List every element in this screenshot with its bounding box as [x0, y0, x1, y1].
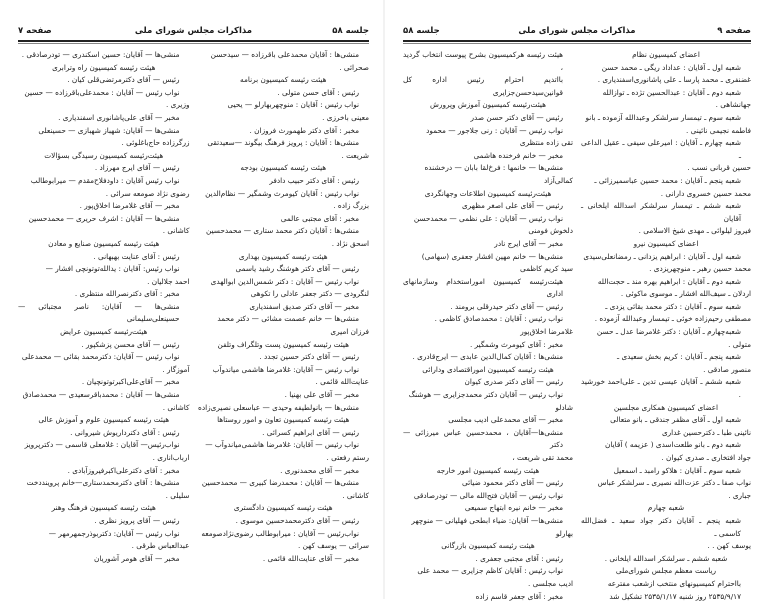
text-line: منشی‌ها — خانمها : فرخ‌لقا بابان — درخشنده — [424, 163, 563, 173]
text-line: هیئت‌رئیسه کمیسیون آموزش وپرورش — [430, 100, 546, 110]
text-line: هیئت رئیسه کمیسیون علوم و آموزش عالی — [38, 415, 170, 425]
text-line: حسین قربانی نسب . — [687, 163, 751, 173]
text-line: مخبر — آقای‌علی‌اکبرتوتونچیان . — [81, 377, 180, 387]
text-line: هیئت رئیسه کمیسیون راه وترابری — [52, 62, 156, 72]
text-line: نائینی طبا ـ دکترحسین غداری — [661, 427, 751, 437]
header-rule-thin — [18, 43, 369, 44]
text-line: مخبر — آقای عنایت‌الله قائمی . — [262, 553, 359, 563]
text-line: کاشانی . — [342, 490, 369, 500]
text-line: رئیس : آقای دکترداریوش شیروانی . — [70, 427, 180, 437]
text-line: شعبه ششم ـ سرلشکر اسدالله ایلخانی . — [604, 553, 728, 563]
text-line: بااحترام کمیسیونهای منتخب ازشعب مفترعه — [607, 578, 741, 588]
page-title: مذاکرات مجلس شورای ملی — [518, 26, 636, 36]
text-line: سلیلی . — [165, 490, 190, 500]
text-line: تقی زاده منتظری — [519, 138, 573, 148]
page-right — [385, 0, 765, 599]
text-line: منشی‌ها : آقایان دکتر محمد ستاری — محمدحسین — [206, 226, 359, 236]
text-line: جباری . — [728, 490, 751, 500]
text-line: بزرگ زاده . — [333, 201, 369, 211]
text-line: نواب رئیس — آقایان : رنی جلاجور — محمود — [426, 125, 563, 135]
text-line: هیئت‌رئیسه کمیسیون اطلاعات وجهانگردی — [424, 188, 552, 198]
text-line: فیروز لیلوائی ـ مهدی شیخ الاسلامی . — [638, 226, 751, 236]
text-line: رئیس — آقای دکترمرتضی‌قلی کیان . — [67, 75, 180, 85]
text-line: هیئت‌رئیسه کمیسیون عرایض — [60, 327, 148, 337]
text-line: هیئت رئیسه کمیسیون صنایع و معادن — [48, 238, 160, 248]
session-label: جلسه ۵۸ — [403, 26, 440, 36]
text-line: منصور صادقی . — [703, 364, 751, 374]
text-line: مخبر : آقای کیومرث وشمگیر . — [469, 339, 563, 349]
column-right — [581, 49, 751, 601]
text-line: نواب رئیس : آقایان : منوچهربهارلو — یحیی — [227, 100, 359, 110]
text-line: هیئت رئیسه کمیسیون فرهنگ وهنر — [51, 503, 156, 513]
text-line: هیئت رئیسه کمیسیون بودجه — [240, 163, 327, 173]
text-line: مخبر — آقای محمدنوری . — [280, 465, 359, 475]
text-line: رئیس — آقای ابراهیم کسرائی . — [262, 427, 359, 437]
text-line: هیئت رئیسه کمیسیون دادگستری — [233, 503, 333, 513]
text-line: معینی باخرزی . — [322, 112, 369, 122]
text-line: نواب رئیس : آقایان کیومرث وشمگیر — نظام‌الدین — [205, 188, 359, 198]
text-line: شعبه دوم ـ آقایان : عبدالحسین تژده ـ توازالله — [602, 87, 741, 97]
text-line: محمد حسین خسروی دارانی . — [660, 188, 751, 198]
text-line: نواب‌رئیس — آقایان : میرابوطالب رضوی‌نژادصومعه — [201, 528, 359, 538]
page-header — [403, 24, 751, 38]
text-line: شعبه دوم ـ آقایان : ابراهیم بهره مند ـ حجت‌الله — [597, 276, 741, 286]
text-line: رئیس — آقای دکتر حسین تجدد . — [259, 352, 359, 362]
text-line: مخبر : آقای جعفر قاسم زاده — [475, 591, 563, 601]
text-line: شعبه چهارم — [647, 503, 685, 513]
text-line: هیئت رئیسه هرکمیسیون بشرح پیوست انتخاب گردید ، — [403, 50, 563, 72]
page-left — [0, 0, 383, 599]
text-line: جواد افتخاری ـ صدری کیوان . — [661, 453, 751, 462]
column-right — [198, 49, 370, 589]
text-line: نواب رئیس — آقایان دکتر محمدجزایری — هوشنگ — [408, 390, 563, 400]
text-line: نواب رئیس — آقایان: دکتربوذرجمهرمهر — — [48, 528, 180, 538]
text-line: نواب رئیس — آقایان فتح‌الله مالی — تودرصادقی — [413, 490, 563, 500]
text-line: آموزگار . — [162, 364, 190, 374]
text-line: دلخوش فومنی — [528, 226, 573, 236]
text-line: سرائی — یوسف کهن . — [297, 541, 369, 551]
text-line: نواب صفا ـ دکتر عزت‌الله نصیری ـ سرلشکر عباس — [597, 478, 751, 488]
text-line: منشی‌ها — بانولطیفه وحیدی — عباسعلی نصیری‌زاده — [198, 402, 359, 412]
text-line: هیئت رئیسه کمیسیون اموراقتصادی ودارائی — [422, 364, 554, 374]
text-line: اعضای کمیسیون همکاری مجلسین — [613, 402, 719, 412]
text-line: منشی‌ها : آقایان : پرویز فرهنگ بیگوند —سعیدتقی — [207, 138, 359, 148]
text-line: مخبر — آقای ایرج نادر — [494, 238, 563, 248]
text-line: نواب رئیس : آقایان کاظم جزایری — محمد علی — [417, 566, 563, 576]
text-line: عنایت‌الله قائمی . — [315, 377, 369, 387]
text-line: کمالی‌آزاد — [543, 175, 573, 185]
text-line: شعبه سوم ـ آقایان : هلاکو رامبد ـ اسمعیل — [613, 465, 741, 475]
header-rule — [18, 40, 369, 42]
text-line: هیئت رئیسه کمیسیون امور خارجه — [436, 465, 540, 475]
text-line: مخبر — آقای علی بهنیا . — [284, 390, 359, 400]
text-line: رئیس — آقای علی اصغر مظهری — [461, 201, 563, 211]
text-line: شادلو — [555, 402, 573, 412]
text-line: رئیس — آقای دکتر هوشنگ رشید یاسمی — [235, 264, 359, 274]
text-line: شعبه اول ـ آقایان : ابراهیم یزدانی ـ رمضانعلی‌سیدی — [583, 251, 741, 261]
text-line: مخبر — آقای هومر آشوریان — [94, 553, 180, 563]
column-left — [403, 49, 573, 601]
text-line: زرگرزاده حاج‌باغلوئی . — [121, 138, 190, 148]
text-line: مخبر : آقای دکترعلی‌اکبرفیروزآبادی . — [67, 465, 180, 475]
text-line: ارباب‌اناری . — [152, 453, 190, 462]
text-line: لنگرودی — دکتر جعفر عادلی را تکوهی — [250, 289, 369, 299]
text-line: نواب رئیس آقایان : داودفلاح‌مقدم — میرابوطالب — [30, 175, 180, 185]
text-line: رئیس : آقای دکتر حبیب دادفر — [269, 175, 359, 185]
text-line: رئیس : آقای مجتبی جعفری . — [475, 553, 563, 563]
text-line: نواب رئیس: آقایان : یدالله‌توتونچی افشار — — [45, 264, 180, 274]
text-line: بااتدیم احترام رئیس اداره کل قوانین‌سیدحسن‌جزایری — [403, 75, 563, 97]
text-line: هیئت‌رئیسه کمیسیون اموراستخدام وسازمانهای اداری — [403, 276, 563, 299]
text-line: مخبر : آقای دکترنصرالله منتظری . — [74, 289, 180, 299]
text-line: نواب‌رئیس— آقایان : غلامعلی قاسمی — دکترپرویز — [24, 440, 180, 450]
text-line: نواب رئیس — آقایان : محمدعلی‌باقرزاده — حسین — [24, 87, 180, 97]
text-line: مخبر : آقای مجتبی عالمی — [280, 213, 359, 223]
text-line: رئیس — آقای دکتر صدری کیوان — [464, 377, 563, 387]
text-line: مخبر — آقای دکتر صدیق اسفندیاری — [249, 301, 359, 311]
text-line: اعضای کمیسیون نظام — [632, 50, 700, 59]
page-header — [18, 24, 369, 38]
text-line: محمد تقی شریعت ، — [512, 453, 573, 462]
header-rule — [403, 40, 751, 42]
text-line: رئیس — آقای دکترمحمدحسین موسوی . — [235, 515, 359, 525]
text-line: رئیس — آقای دکتر حیدرقلی برومند . — [450, 301, 563, 311]
text-line: هیئت رئیسه کمیسیون تعاون و امور روستاها — [217, 415, 350, 425]
text-line: نواب رئیس : آقایان : محمدصادق کاظمی . — [434, 314, 563, 324]
text-line: مخبر — خانم فرخنده هاشمی — [473, 150, 563, 160]
text-line: یوسف کهن . . — [707, 541, 751, 551]
text-line: رضوی نژاد صومعه سرائی . — [105, 188, 190, 198]
text-line: مخبر — آقای غلامرضا اخلاق‌پور . — [79, 201, 180, 211]
text-line: شعبه اول ـ آقای مظفر جندقی ـ بانو متعالی — [610, 415, 741, 425]
text-line: نواب رئیس — آقایان : دکتر شمس‌الدین ابوالهدی — [210, 276, 359, 286]
text-line: مصطفی رحیم‌زاده خوئی ـ تیمسار وعبدالله آزموده . — [594, 314, 751, 324]
text-line: منشی‌ها — آقایان : محمدرضا کبیری — محمدحسین — [201, 478, 359, 488]
text-line: بهارلو — [555, 528, 573, 538]
text-line: شعبه اول ـ آقایان : عداداد ریگی ـ محمد حسن — [601, 62, 741, 72]
text-line: منشی‌ها— آقایان: ضیاء ابطحی فهلیانی — منوچهر — [411, 515, 563, 525]
text-line: محمد حسین رهبر ـ منوچهریزدی . — [649, 264, 751, 274]
text-line: نواب رئیس — آقایان: غلامرضا هاشمی میاندوآب — [212, 364, 359, 374]
text-line: مخبر — آقای محمدعلی ادیب مجلسی — [448, 415, 563, 425]
text-line: متولی . — [728, 339, 751, 349]
text-line: عبدالعباس طرقی . — [131, 541, 190, 551]
text-line: شعبه پنجم ـ آقایان : محمد حسین عباسمیرزائی ـ — [594, 175, 741, 185]
text-line: منشی‌ها—آقایان ، محمدحسین عباس میرزائی —دکتر — [403, 427, 563, 450]
page-number: صفحه ۷ — [18, 26, 52, 36]
text-line: شعبه سوم ـ تیمسار سرلشکر وعبدالله آزموده ـ بانو — [585, 112, 741, 122]
text-line: نواب رئیس — آقایان: غلامرضا هاشمی‌میاندوآب — — [205, 440, 359, 450]
columns — [18, 49, 369, 589]
text-line: رئیس : آقای عنایت بهبهانی . — [93, 251, 180, 261]
text-line: شعبه پنجم ـ آقایان : کریم بخش سعیدی ـ — [617, 352, 741, 362]
text-line: اعضای کمیسیون نیرو — [633, 238, 699, 248]
text-line: صحرائی . — [339, 62, 369, 72]
text-line: منشی‌ها — خانم مهین افشار جعفری (سهامی) — [421, 251, 563, 261]
text-line: سید کریم کاظمی — [520, 264, 573, 274]
text-line: هیئت رئیسه کمیسیون پست وتلگراف وتلفن — [217, 339, 349, 349]
page-number: صفحه ۹ — [717, 26, 751, 36]
text-line: منشی‌ها : آقایان کمال‌الدین عابدی — ایرج‌قادری . — [412, 352, 563, 362]
text-line: شعبه چهارم ـ آقایان : امیرعلی سیفی ـ عقیل الداعی ـ — [581, 138, 741, 160]
text-line: منشی‌ها : آقای دکترمحمدستاری—خانم پروینددخت — [26, 478, 180, 488]
text-line: منشی‌ها — آقایان: ناصر مجتبائی — حسینعلی‌سلیمانی — [18, 301, 180, 324]
text-line: رئیس — آقای پرویز نظری . — [94, 515, 180, 525]
text-line: شعبه سوم ـ آقایان : دکتر محمد بقائی یزدی ـ — [605, 301, 741, 311]
text-line: شعبه‌چهارم ـ آقایان : دکتر غلامرضا عدل ـ حسن — [596, 327, 741, 337]
text-line: رئیس — آقای دکتر محمود ضیائی — [462, 478, 563, 488]
text-line: شعبه ششم ـ آقایان عیسی تدین ـ علی‌احمد خورشید . — [581, 377, 741, 400]
text-line: ریاست معظم مجلس شورای‌ملی — [615, 566, 717, 576]
text-line: ۲۵۳۵/۹/۱۷ روز شنبه ۲۵۳۵/۱/۱۷ تشکیل شد — [609, 591, 741, 601]
text-line: اردلان ـ سیف‌الله افشار ـ موسوی ماکوئی . — [620, 289, 751, 299]
page-title: مذاکرات مجلس شورای ملی — [134, 26, 253, 36]
text-line: هیئت‌رئیسه کمیسیون رسیدگی بسؤالات — [44, 150, 164, 160]
text-line: هیئت رئیسه کمیسیون برنامه — [240, 75, 327, 85]
text-line: رئیس : آقای حسن متولی . — [277, 87, 359, 97]
text-line: غضنفری ـ محمد پارسا ـ علی پاشانوری‌اسفندیاری . — [597, 75, 751, 85]
text-line: شعبه دوم ـ بانو طلعت‌اسدی ( عزیمه ) آقایان — [605, 440, 741, 450]
columns — [403, 49, 751, 601]
text-line: هیئت رئیسه کمیسیون بهداری — [238, 251, 328, 261]
session-label: جلسه ۵۸ — [332, 26, 369, 36]
text-line: رستم رفعتی . — [326, 453, 369, 462]
text-line: مخبر — آقای علی‌پاشانوری اسفندیاری . — [58, 112, 180, 122]
text-line: فاطمه نجیمی نائینی . — [686, 125, 751, 135]
text-line: هیئت رئیسه کمیسیون بازرگانی — [441, 541, 535, 551]
column-left — [18, 49, 190, 589]
text-line: شعبه ششم ـ تیمسار سرلشکر اسدالله ایلخانی ـ آقایان — [581, 201, 741, 223]
text-line: وزیری . — [166, 100, 190, 110]
text-line: اسحق نژاد . — [331, 238, 369, 248]
text-line: فرزان امیری — [330, 327, 369, 337]
text-line: منشی‌ها — آقایان : اشرف حریری — محمدحسین — [28, 213, 180, 223]
text-line: مخبر : آقای دکتر طهمورث فروزان . — [249, 125, 359, 135]
text-line: شعبه پنجم ـ آقایان دکتر جواد سعید ـ فضل‌الله کاسمی ـ — [581, 515, 741, 538]
text-line: جهانشاهی . — [715, 100, 751, 110]
text-line: منشی‌ها — آقایان: شهباز شهبازی — حسینعلی — [38, 125, 180, 135]
text-line: کاشانی . — [162, 402, 190, 412]
text-line: رئیس — آقای محسن پزشکپور . — [81, 339, 180, 349]
text-line: منشی‌ها — خانم عصمت مشائی — دکتر محمد — [217, 314, 359, 324]
text-line: رئیس — آقای ایرج مهرزاد . — [94, 163, 180, 173]
text-line: ادیب مجلسی . — [527, 578, 573, 588]
text-line: نواب رئیس — آقایان: دکترمحمد بقائی — محمدعلی — [21, 352, 180, 362]
text-line: شریعت . — [341, 150, 369, 160]
text-line: احمد جلالیان . — [147, 276, 190, 286]
text-line: کاشانی . — [162, 226, 190, 236]
text-line: منشی‌ها : آقایان محمدعلی باقرزاده — سیدحسن — [210, 50, 359, 59]
text-line: رئیس — آقای دکتر حسن صدر — [470, 112, 563, 122]
text-line: منشی‌ها — آقایان: حسین اسکندری — تودرصادقی . — [21, 50, 180, 59]
text-line: نواب رئیس — آقایان : علی نظمی — محمدحسن — [413, 213, 563, 223]
header-rule-thin — [403, 43, 751, 44]
text-line: منشی‌ها — آقایان : محمدباقرسعیدی — محمدصادق — [22, 390, 180, 400]
text-line: غلامرضا اخلاق‌پور — [520, 327, 573, 337]
text-line: مخبر — خانم نیره ابتهاج سمیعی — [464, 503, 563, 513]
